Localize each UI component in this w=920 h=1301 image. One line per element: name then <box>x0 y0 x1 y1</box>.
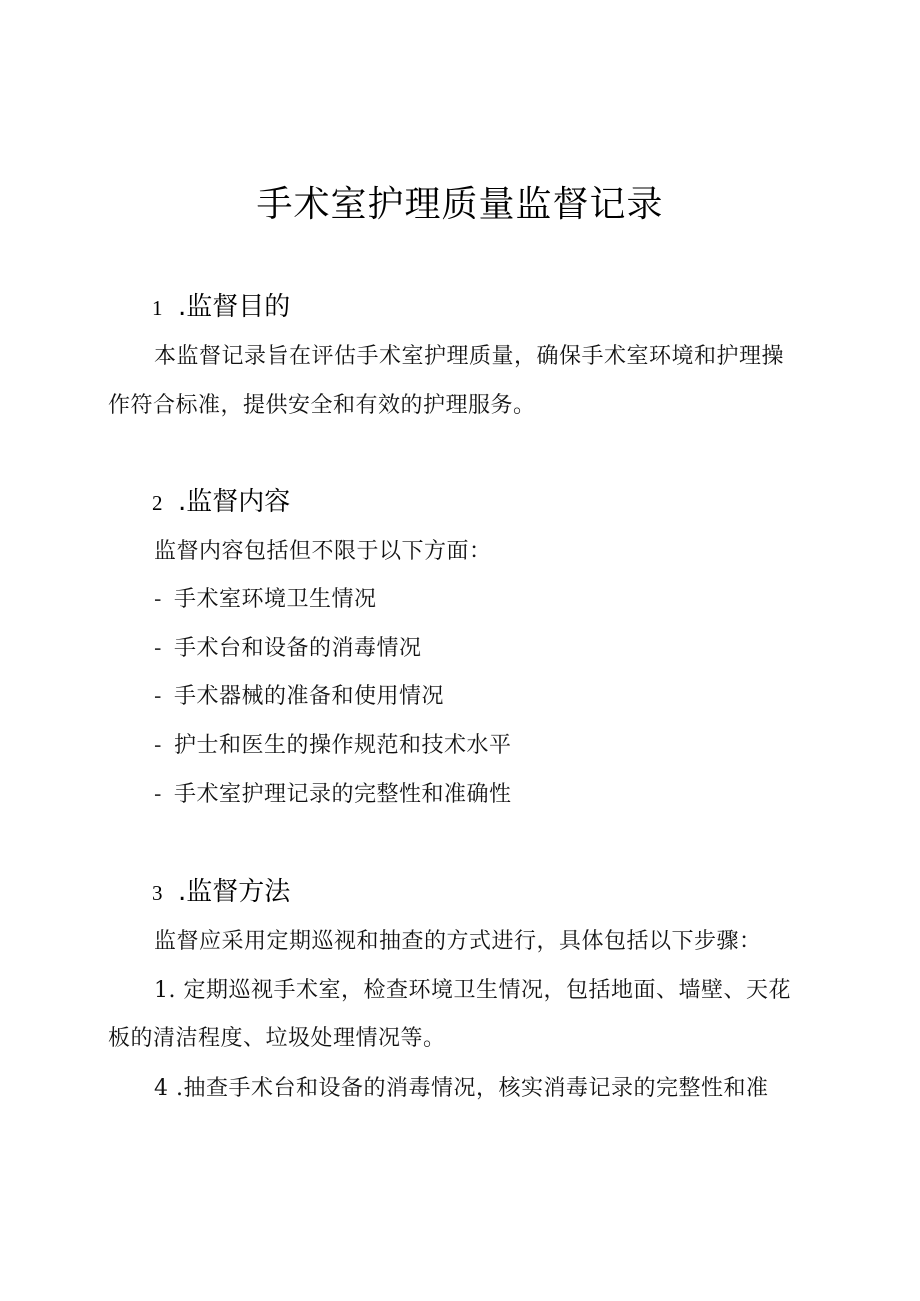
step-1-line-1: 1. 定期巡视手术室，检查环境卫生情况，包括地面、墙壁、天花 <box>154 978 791 1003</box>
list-item <box>154 728 512 759</box>
list-item-text: 手术器械的准备和使用情况 <box>174 684 445 709</box>
list-item-text: 手术室环境卫生情况 <box>174 587 377 612</box>
section-1-paragraph-line-2: 作符合标准，提供安全和有效的护理服务。 <box>108 393 536 418</box>
step-2-line-1: 4 .抽查手术台和设备的消毒情况，核实消毒记录的完整性和准 <box>154 1076 769 1101</box>
section-3-number: 3 <box>152 881 163 905</box>
section-2-heading <box>152 481 290 518</box>
section-3-intro: 监督应采用定期巡视和抽查的方式进行，具体包括以下步骤： <box>154 929 762 954</box>
section-1-paragraph-line-1: 本监督记录旨在评估手术室护理质量，确保手术室环境和护理操 <box>154 344 785 369</box>
list-item-text: 手术室护理记录的完整性和准确性 <box>174 782 512 807</box>
bullet-dash: - <box>154 587 162 612</box>
section-1-title: .监督目的 <box>178 292 291 322</box>
step-1-line-2: 板的清洁程度、垃圾处理情况等。 <box>108 1026 446 1051</box>
section-2-title: .监督内容 <box>178 487 291 517</box>
list-item-text: 护士和医生的操作规范和技术水平 <box>174 733 512 758</box>
bullet-dash: - <box>154 782 162 807</box>
section-2-intro: 监督内容包括但不限于以下方面： <box>154 539 492 564</box>
document-title: 手术室护理质量监督记录 <box>256 184 664 225</box>
section-1-number: 1 <box>152 296 163 320</box>
bullet-dash: - <box>154 636 162 661</box>
list-item <box>154 777 512 808</box>
list-item <box>154 631 422 662</box>
bullet-dash: - <box>154 733 162 758</box>
section-2-number: 2 <box>152 491 163 515</box>
section-1-heading <box>152 286 290 323</box>
bullet-dash: - <box>154 684 162 709</box>
section-3-title: .监督方法 <box>178 877 291 907</box>
list-item-text: 手术台和设备的消毒情况 <box>174 636 422 661</box>
list-item <box>154 582 377 613</box>
list-item <box>154 679 444 710</box>
section-3-heading <box>152 871 290 908</box>
